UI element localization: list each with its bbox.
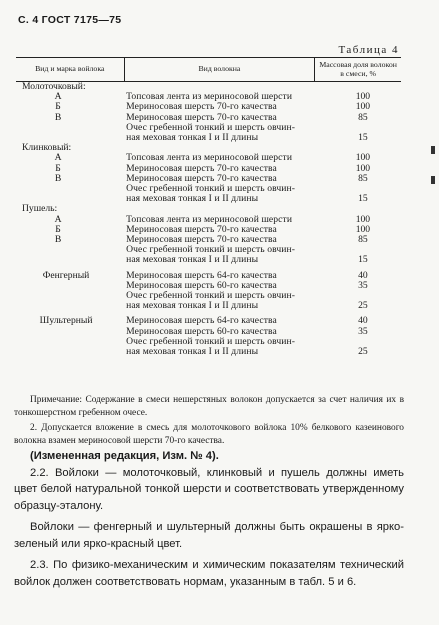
- cell-fiber-type: Мериносовая шерсть 60-го качества: [126, 279, 277, 291]
- table-body: [16, 82, 401, 358]
- table-notes: [14, 394, 404, 447]
- cell-mass-share: 85: [358, 111, 368, 123]
- cell-felt-type: Б: [55, 162, 61, 174]
- cell-mass-share: 15: [358, 193, 368, 205]
- table-row: [16, 133, 401, 143]
- cell-felt-type: [16, 245, 124, 255]
- body-text: [14, 448, 404, 590]
- cell-fiber-type: Мериносовая шерсть 60-го качества: [126, 325, 277, 337]
- page-header: С. 4 ГОСТ 7175—75: [18, 14, 122, 26]
- cell-mass-share: 100: [355, 152, 371, 164]
- cell-felt-type: Клинковый:: [22, 142, 72, 154]
- cell-mass-share: 40: [358, 315, 368, 327]
- cell-mass-share: 85: [358, 234, 368, 246]
- cell-fiber-type: ная меховая тонкая I и II длины: [126, 346, 259, 358]
- cell-felt-type: [16, 123, 124, 133]
- cell-fiber-type: Мериносовая шерсть 70-го качества: [126, 101, 277, 113]
- cell-felt-type: Фенгерный: [42, 269, 90, 281]
- col-header-mass-share: Массовая доля волокон в смеси, %: [315, 58, 401, 82]
- cell-fiber-type: Мериносовая шерсть 70-го качества: [126, 172, 277, 184]
- cell-fiber-type: Мериносовая шерсть 70-го качества: [126, 234, 277, 246]
- cell-felt-type: [16, 255, 124, 265]
- cell-fiber-type: Топсовая лента из мериносовой шерсти: [126, 91, 293, 103]
- cell-mass-share: 40: [358, 269, 368, 281]
- cell-felt-type: А: [54, 152, 62, 164]
- cell-felt-type: В: [54, 111, 62, 123]
- cell-mass-share: 100: [355, 91, 371, 103]
- cell-felt-type: [16, 301, 124, 311]
- cell-fiber-type: Топсовая лента из мериносовой шерсти: [126, 152, 293, 164]
- cell-fiber-type: Топсовая лента из мериносовой шерсти: [126, 213, 293, 225]
- cell-fiber-type: ная меховая тонкая I и II длины: [126, 300, 259, 312]
- cell-fiber-type: Мериносовая шерсть 64-го качества: [126, 315, 277, 327]
- cell-fiber-type: Очес гребенной тонкий и шерсть овчин-: [126, 121, 296, 133]
- cell-mass-share: 100: [355, 223, 371, 235]
- cell-fiber-type: Мериносовая шерсть 70-го качества: [126, 223, 277, 235]
- cell-fiber-type: Очес гребенной тонкий и шерсть овчин-: [126, 183, 296, 195]
- table-label: Таблица 4: [338, 44, 399, 56]
- paragraph-2-2: 2.2. Войлоки — молоточковый, клинковый и пушель должны иметь цвет белой натуральной тонкой шерсти и соответствовать утвержденному образцу-эталону.: [14, 466, 404, 512]
- paragraph-2-3: 2.3. По физико-механическим и химическим показателям технический войлок должен соответствовать нормам, указанным в табл. 5 и 6.: [14, 559, 404, 588]
- cell-fiber-type: Мериносовая шерсть 64-го качества: [126, 269, 277, 281]
- table-row: [16, 347, 401, 357]
- cell-mass-share: 35: [358, 279, 368, 291]
- fiber-composition-table: [16, 57, 401, 357]
- cell-felt-type: В: [54, 234, 62, 246]
- cell-mass-share: 15: [358, 254, 368, 266]
- table-row: [16, 301, 401, 311]
- cell-felt-type: [16, 291, 124, 301]
- cell-fiber-type: ная меховая тонкая I и II длины: [126, 193, 259, 205]
- cell-mass-share: 15: [358, 132, 368, 144]
- cell-fiber-type: Очес гребенной тонкий и шерсть овчин-: [126, 290, 296, 302]
- col-header-fiber-type: Вид волокна: [124, 58, 315, 82]
- cell-fiber-type: ная меховая тонкая I и II длины: [126, 132, 259, 144]
- cell-felt-type: [16, 337, 124, 347]
- cell-mass-share: 100: [355, 101, 371, 113]
- cell-felt-type: Пушель:: [22, 203, 58, 215]
- cell-felt-type: [16, 184, 124, 194]
- note-1: Примечание: Содержание в смеси нешерстяных волокон допускается за счет наличия их в тонкошерстном гребенном очесе.: [14, 395, 404, 418]
- cell-felt-type: [16, 327, 124, 337]
- margin-mark: [431, 146, 435, 154]
- cell-fiber-type: Мериносовая шерсть 70-го качества: [126, 162, 277, 174]
- cell-mass-share: 100: [355, 213, 371, 225]
- note-2: 2. Допускается вложение в смесь для молоточкового войлока 10% белкового казеинового волокна взамен мериносовой шерсти 70-го качества.: [14, 423, 404, 446]
- cell-felt-type: Шультерный: [39, 315, 93, 327]
- cell-felt-type: В: [54, 172, 62, 184]
- cell-mass-share: 35: [358, 325, 368, 337]
- cell-felt-type: [16, 281, 124, 291]
- cell-fiber-type: Очес гребенной тонкий и шерсть овчин-: [126, 335, 296, 347]
- cell-mass-share: 85: [358, 172, 368, 184]
- cell-felt-type: Б: [55, 223, 61, 235]
- cell-felt-type: [16, 347, 124, 357]
- cell-felt-type: А: [54, 213, 62, 225]
- cell-felt-type: А: [54, 91, 62, 103]
- paragraph-2-2-dyed: Войлоки — фенгерный и шультерный должны быть окрашены в ярко-зеленый или ярко-красный цвет.: [14, 521, 404, 550]
- amendment-note: (Измененная редакция, Изм. № 4).: [30, 450, 219, 462]
- cell-mass-share: 25: [358, 346, 368, 358]
- cell-mass-share: 25: [358, 300, 368, 312]
- cell-mass-share: 100: [355, 162, 371, 174]
- margin-mark: [431, 176, 435, 184]
- cell-fiber-type: Мериносовая шерсть 70-го качества: [126, 111, 277, 123]
- cell-fiber-type: Очес гребенной тонкий и шерсть овчин-: [126, 244, 296, 256]
- table-row: [16, 255, 401, 265]
- col-header-felt-type: Вид и марка войлока: [16, 58, 124, 82]
- cell-felt-type: Молоточковый:: [22, 81, 86, 92]
- cell-felt-type: Б: [55, 101, 61, 113]
- cell-fiber-type: ная меховая тонкая I и II длины: [126, 254, 259, 266]
- table-row: [16, 194, 401, 204]
